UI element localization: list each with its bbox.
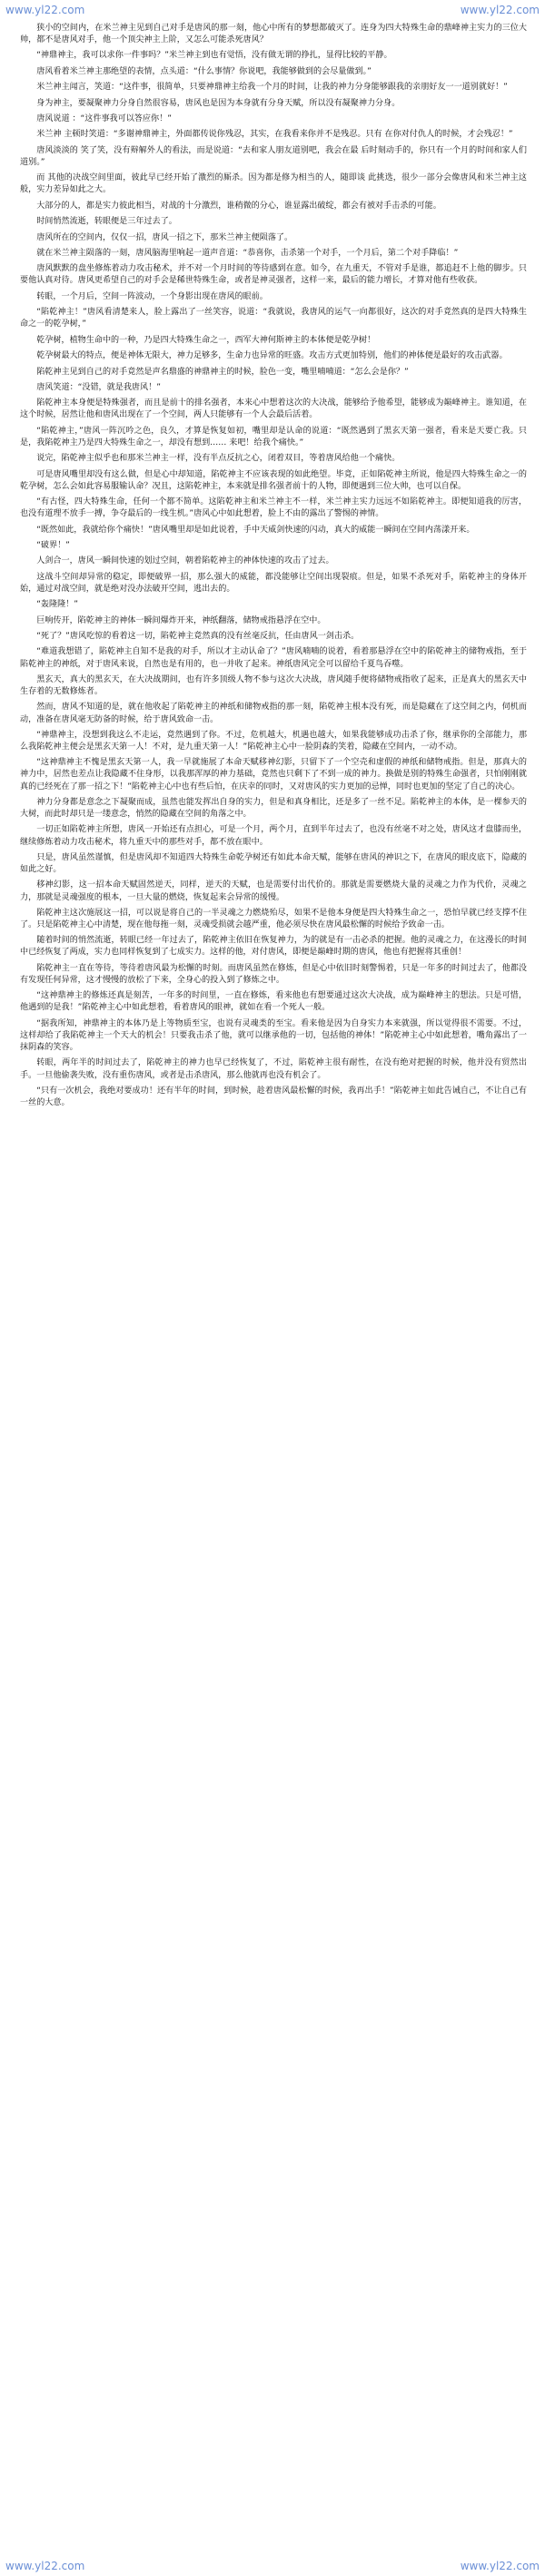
paragraph: 大部分的人，都是实力彼此相当，对战的十分激烈，谁稍微的分心，谁显露出破绽，都会有被对手击杀的可能。 bbox=[36, 201, 441, 211]
paragraph: 唐风笑道：“没错，就是我唐风！” bbox=[36, 382, 161, 392]
site-watermark-top-right: www.yl22.com bbox=[460, 4, 540, 16]
paragraph: “据我所知，神鼎神主的本体乃是上等物质至宝，也说有灵魂类的至宝。看来他是因为自身实力本来就强，所以觉得很不需要。不过，这样却给了我陷乾神主一个天大的机会！只要我击杀了他，就可以继承他的一切，包括他的神体！”陷乾神主心中如此想着，嘴角露出了一抹阴森的笑容。 bbox=[20, 1018, 527, 1053]
paragraph: “破界！” bbox=[36, 541, 70, 550]
paragraph: 这战斗空间却异常的稳定，即便破界一招，那么强大的威能，都没能够让空间出现裂痕。但是，如果不杀死对手，陷乾神主的身体开始，通过对战空间，就是绝对没办法破开空间，逃出去的。 bbox=[20, 572, 527, 594]
paragraph: “神鼎神主，我可以求你一件事吗？”米兰神主到也有觉悟，没有做无谓的挣扎，显得比较的平静。 bbox=[36, 51, 392, 61]
paragraph: 唐风看着米兰神主那绝望的表情，点头道：“什么事情？你说吧，我能够做到的会尽量做到。” bbox=[36, 66, 372, 76]
paragraph: 就在米兰神主陨落的一刻，唐风脑海里响起一道声音道：“恭喜你，击杀第一个对手，一个月后，第二个对手降临！” bbox=[36, 248, 459, 258]
paragraph: 黑玄天，真大的黑玄天，在大决战期间，也有许多顶级人物不参与这次大决战，唐风随手便将储物戒指收了起来，正是真大的黑玄天中生存着的无数修炼者。 bbox=[20, 674, 527, 697]
paragraph: 时间悄然流逝，转眼便是三年过去了。 bbox=[36, 217, 177, 227]
paragraph: 陷乾神主这次施展这一招，可以说是将自己的一半灵魂之力燃烧殆尽，如果不是他本身便是四大特殊生命之一，恐怕早就已经支撑不住了。只是陷乾神主心中清楚，现在他每拖一刻，灵魂受损就会越严重，他必须尽快在唐风最松懈的时候给予致命一击。 bbox=[20, 908, 527, 929]
paragraph: 陷乾神主一直在等待，等待着唐风最为松懈的时刻。而唐风虽然在修炼，但是心中依旧时刻警惕着，只是一年多的时间过去了，他都没有发现任何异常，这才慢慢的放松了下来，全身心的投入到了修炼之中。 bbox=[20, 963, 527, 985]
site-watermark-bottom-right: www.yl22.com bbox=[460, 2560, 540, 2572]
paragraph: 身为神主，要凝聚神力分身自然很容易，唐风也是因为本身就有分身天赋，所以没有凝聚神力分身。 bbox=[36, 98, 401, 108]
paragraph: 转眼，两年半的时间过去了，陷乾神主的神力也早已经恢复了，不过，陷乾神主很有耐性，在没有绝对把握的时候，他并没有贸然出手。一旦他偷袭失败，没有重伤唐风，或者是击杀唐风，那么他就再也没有机会了。 bbox=[20, 1058, 527, 1080]
paragraph: 唐风说道 ：“这件事我可以答应你！” bbox=[36, 114, 172, 124]
paragraph: 一切正如陷乾神主所想，唐风一开始还有点担心，可是一个月，两个月，直到半年过去了，也没有丝毫不对之处，唐风这才盘膝而坐，继续修炼着动力攻击秘术，将九重天中的那些对手，都不放在眼中。 bbox=[20, 825, 527, 847]
paragraph: 陷乾神主见到自己的对手竟然是声名鼎盛的神鼎神主的时候，脸色一变，嘴里喃喃道：“怎么会是你？” bbox=[36, 367, 409, 377]
site-watermark-bottom-left: www.yl22.com bbox=[5, 2560, 85, 2572]
paragraph: 移神幻影，这一招本命天赋固然逆天，同样，逆天的天赋，也是需要付出代价的。那就是需要燃烧大量的灵魂之力作为代价，灵魂之力，那就是灵魂强度的根本，一旦大量的燃烧，恢复起来会异常的缓慢。 bbox=[20, 880, 527, 902]
paragraph: 说完，陷乾神主似乎也和那米兰神主一样，没有半点反抗之心，闭着双目，等着唐风给他一个痛快。 bbox=[36, 454, 401, 464]
paragraph: 唐风所在的空间内，仅仅一招，唐风一招之下，那米兰神主便陨落了。 bbox=[36, 232, 293, 242]
paragraph: 而 其他的决战空间里面，彼此早已经开始了激烈的厮杀。因为都是修为相当的人，随即谈 此挑选，很少一部分会像唐风和米兰神主这般，实力差异如此之大。 bbox=[20, 173, 527, 195]
paragraph: 巨响传开，陷乾神主的神体一瞬间爆炸开来，神纸翻落，储物戒指悬浮在空中。 bbox=[36, 615, 326, 625]
paragraph: “难道我想错了，陷乾神主自知不是我的对手，所以才主动认命了？”唐风喃喃的说着，看着那悬浮在空中的陷乾神主的储物戒指，至于陷乾神主的神纸，对于唐风来说，自然也是有用的，也一并收了起来。神纸唐风完全可以留给千夏鸟吞噬。 bbox=[20, 647, 527, 669]
paragraph: 随着时间的悄然流逝，转眼已经一年过去了，陷乾神主依旧在恢复神力，为的就是有一击必杀的把握。他的灵魂之力，在这漫长的时间中已经恢复了两成，实力也同样恢复到了七成实力。这样的他，对付唐风，即便是巅峰时期的唐风，他也有把握将其重创！ bbox=[20, 936, 527, 958]
paragraph: “陷乾神主，”唐风一阵沉吟之色，良久，才算是恢复如初，嘴里却是认命的说道：“既然遇到了黑玄天第一强者，看来是天要亡我。只是，我陷乾神主乃是四大特殊生命之一，却没有想到…… 来吧！给我个痛快。” bbox=[20, 426, 527, 447]
paragraph: “只有一次机会，我绝对要成功！还有半年的时间，到时候，趁着唐风最松懈的时候，我再出手！”陷乾神主如此告诫自己，不让自己有一丝的大意。 bbox=[20, 1086, 527, 1107]
paragraph: “既然如此，我就给你个痛快！”唐风嘴里却是如此说着，手中天威剑快速的闪动，真大的威能一瞬间在空间内荡漾开来。 bbox=[36, 525, 475, 535]
paragraph: 然而，唐风不知道的是，就在他收起了陷乾神主的神纸和储物戒指的那一刻，陷乾神主根本没有死，而是隐藏在了这空间之内，伺机而动，准备在唐风毫无防备的时候，给于唐风致命一击。 bbox=[20, 703, 527, 724]
paragraph: 狭小的空间内，在米兰神主见到自己对手是唐风的那一刻，他心中所有的梦想都破灭了。连身为四大特殊生命的鼎峰神主实力的三位大帅，都不是唐风对手，他一个顶尖神主上阶，又怎么可能杀死唐风？ bbox=[20, 24, 527, 45]
paragraph: 转眼，一个月后，空间一阵波动，一个身影出现在唐风的眼前。 bbox=[36, 291, 268, 301]
paragraph: 米兰神主闻言，笑道：“这件事，很简单，只要神鼎神主给我一个月的时间，让我的神力分身能够跟我的亲朋好友一一道别就好！” bbox=[36, 83, 508, 93]
paragraph: 只是，唐风虽然谨慎，但是唐风却不知道四大特殊生命乾孕树还有如此本命天赋，能够在唐风的神识之下，在唐风的眼皮底下，隐藏的如此之好。 bbox=[20, 852, 527, 875]
site-watermark-top-left: www.yl22.com bbox=[5, 4, 85, 16]
paragraph: 陷乾神主本身便是特殊强者，而且是前十的排名强者，本来心中想着这次的大决战，能够给予他希望，能够成为巅峰神主。谁知道，在这个时候，居然让他和唐风出现在了一个空间，两人只能够有一个人会最后活着。 bbox=[20, 398, 527, 420]
paragraph: 唐风默默的盘坐修炼着动力攻击秘术，并不对一个月时间的等待感到在意。如今，在九重天，不管对手是谁，都追赶不上他的脚步。只要他认真对待。唐风更希望自己的对手会是稀世特殊生命，或者是神灵强者，这样一来，最后的能力增长，才算对他有些收获。 bbox=[20, 264, 527, 286]
paragraph: “轰隆隆！” bbox=[36, 600, 78, 610]
paragraph: 乾孕树，植物生命中的一种，乃是四大特殊生命之一，西军大神何斯神主的本体便是乾孕树！ bbox=[36, 335, 376, 345]
paragraph: “陷乾神主！”唐风看清楚来人，脸上露出了一丝笑容，说道：“我就说，我唐风的运气一向都很好，这次的对手竟然真的是四大特殊生命之一的乾孕树，” bbox=[20, 308, 527, 329]
paragraph: 人剑合一，唐风一瞬间快速的划过空间，朝着陷乾神主的神体快速的攻击了过去。 bbox=[36, 556, 334, 566]
article-body bbox=[20, 23, 527, 2555]
paragraph: “这神鼎神主的修炼还真是刻苦，一年多的时间里，一直在修炼，看来他也有想要通过这次大决战，成为巅峰神主的想法。只是可惜，他遇到的是我！”陷乾神主心中如此想着，看着唐风的眼神，就如在看一个死人一般。 bbox=[20, 991, 527, 1013]
paragraph: “有古怪，四大特殊生命，任何一个都不简单。这陷乾神主和米兰神主不一样，米兰神主实力远远不如陷乾神主。即便知道我的厉害，也没有道理不放手一搏，争夺最后的一线生机。”唐风心中如此想着，脸上不由的露出了警惕的神情。 bbox=[20, 497, 527, 519]
paragraph: “这神鼎神主不愧是黑玄天第一人，我一早就施展了本命天赋移神幻影，只留下了一个空壳和虚假的神纸和储物戒指。但是，那真大的神力中，居然也差点让我隐藏不住身形，以我那浑厚的神力基础，竟然也只剩下了不到一成的神力。换做是别的特殊生命强者，只怕刚刚就真的已经死在了那一招之下！”陷乾神主心中也有些后怕，在庆幸的同时，又对唐风的实力更加的忌惮，同时也更加的坚定了自己的决心。 bbox=[20, 758, 527, 791]
paragraph: “死了？”唐风吃惊的看着这一切，陷乾神主竟然真的没有丝毫反抗，任由唐风一剑击杀。 bbox=[36, 632, 360, 642]
paragraph: 乾孕树最大的特点，便是神体无限大，神力足够多，生命力也异常的旺盛。攻击方式更加特别，他们的神体便是最好的攻击武器。 bbox=[36, 351, 508, 361]
paragraph: 可是唐风嘴里却没有这么做，但是心中却知道，陷乾神主不应该表现的如此绝望。毕竟，正如陷乾神主所说，他是四大特殊生命之一的乾孕树，怎么会如此容易服输认命？况且，这陷乾神主，本来就是排名强者前十的人物，即便遇到三位大帅，也可以自保。 bbox=[20, 469, 527, 491]
paragraph: 唐风淡淡的 笑了笑，没有辩解外人的看法，而是说道：“去和家人朋友道别吧，我会在最 后时刻动手的，你只有一个月的时间和家人们道别。” bbox=[20, 145, 527, 167]
paragraph: 神力分身都是意念之下凝聚而成，虽然也能发挥出自身的实力，但是和真身相比，还是多了一丝不足。陷乾神主的本体，是一棵参天的大树，而此时却只是一缕意念，悄然的隐藏在空间的角落之中。 bbox=[20, 797, 527, 820]
paragraph: “神鼎神主，没想到我这么不走运，竟然遇到了你。不过，危机越大，机遇也越大，如果我能够成功击杀了你，继承你的全部能力，那么我陷乾神主便会是黑玄天第一人！不对，是九重天第一人！”陷乾神主心中一脸阴森的笑着，隐藏在空间内，一动不动。 bbox=[20, 730, 527, 752]
paragraph: 米兰神 主顿时笑道：“多谢神鼎神主，外面都传说你残忍，其实，在我看来你并不是残忍。只有 在你对付仇人的时候，才会残忍！” bbox=[36, 130, 513, 140]
